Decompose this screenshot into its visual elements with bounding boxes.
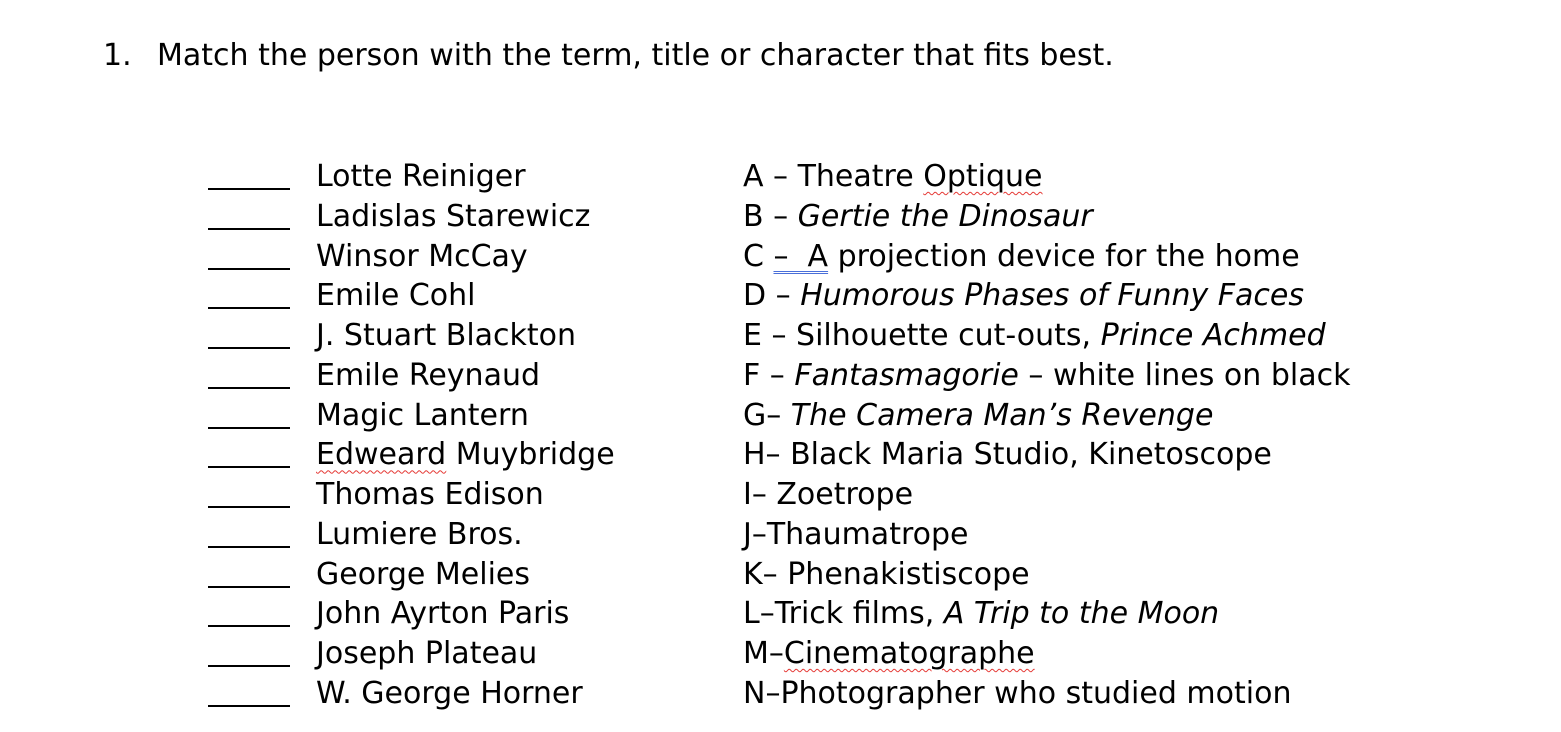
person-name: Magic Lantern — [316, 397, 529, 433]
match-row-6 — [0, 356, 1561, 396]
match-row-14 — [0, 674, 1561, 714]
person-name: Thomas Edison — [316, 477, 544, 512]
match-row-10 — [0, 515, 1561, 555]
misspelled-word: Cinematographe — [783, 636, 1035, 671]
matching-list — [0, 157, 1561, 714]
person-name: Emile Cohl — [316, 278, 476, 314]
answer-text: L–Trick films, — [743, 596, 944, 632]
match-row-8 — [0, 435, 1561, 475]
answer-title: Humorous Phases of Funny Faces — [800, 278, 1304, 314]
answer-text: G– — [743, 397, 791, 433]
question-number: 1. — [103, 38, 132, 73]
person-name: Winsor McCay — [316, 238, 528, 274]
answer-option-d — [743, 276, 1304, 315]
grammar-flag: – A — [773, 238, 829, 274]
answer-title: Gertie the Dinosaur — [797, 198, 1093, 234]
person-name-rest: Muybridge — [446, 437, 615, 473]
answer-text: B – — [743, 198, 798, 234]
answer-option-j — [743, 515, 968, 554]
answer-text: D – — [743, 278, 801, 314]
match-row-3 — [0, 237, 1561, 277]
person-name: Joseph Plateau — [316, 636, 538, 671]
person-name: Emile Reynaud — [316, 357, 541, 393]
answer-option-l — [743, 594, 1219, 633]
match-row-7 — [0, 396, 1561, 436]
answer-title: Prince Achmed — [1100, 318, 1326, 353]
answer-blank[interactable] — [208, 466, 290, 468]
answer-text: I– Zoetrope — [743, 477, 914, 512]
answer-option-g — [743, 396, 1213, 435]
answer-blank[interactable] — [208, 586, 290, 588]
answer-text: E – Silhouette cut-outs, — [743, 318, 1101, 353]
answer-blank[interactable] — [208, 307, 290, 309]
answer-title: A Trip to the Moon — [943, 596, 1220, 632]
answer-text: J–Thaumatrope — [743, 516, 969, 552]
person-name: John Ayrton Paris — [316, 596, 570, 632]
answer-option-h — [743, 435, 1272, 474]
answer-text: – white lines on black — [1018, 357, 1351, 393]
answer-option-m — [743, 634, 1035, 673]
misspelled-word: Edweard — [316, 437, 447, 473]
match-row-12 — [0, 594, 1561, 634]
person-name: Lotte Reiniger — [316, 159, 526, 194]
match-row-4 — [0, 276, 1561, 316]
match-row-13 — [0, 634, 1561, 674]
misspelled-word: Optique — [923, 159, 1043, 194]
answer-title: Fantasmagorie — [794, 357, 1019, 393]
answer-blank[interactable] — [208, 506, 290, 508]
answer-text: C — [743, 238, 774, 274]
answer-text: M– — [743, 636, 784, 671]
answer-option-c — [743, 237, 1300, 276]
person-name: Lumiere Bros. — [316, 516, 523, 552]
person-name: George Melies — [316, 556, 530, 592]
person-name — [316, 435, 615, 474]
person-name: Ladislas Starewicz — [316, 198, 591, 234]
answer-option-k — [743, 555, 1030, 594]
answer-option-n — [743, 674, 1291, 713]
answer-blank[interactable] — [208, 705, 290, 707]
answer-option-e — [743, 316, 1326, 355]
answer-blank[interactable] — [208, 625, 290, 627]
answer-blank[interactable] — [208, 228, 290, 230]
answer-blank[interactable] — [208, 427, 290, 429]
match-row-11 — [0, 555, 1561, 595]
answer-blank[interactable] — [208, 546, 290, 548]
answer-text: K– Phenakistiscope — [743, 556, 1030, 592]
answer-option-a — [743, 157, 1043, 196]
answer-option-i — [743, 475, 913, 514]
answer-option-f — [743, 356, 1350, 395]
answer-text: projection device for the home — [828, 238, 1300, 274]
match-row-2 — [0, 197, 1561, 237]
question-text: Match the person with the term, title or character that fits best. — [157, 38, 1114, 73]
match-row-9 — [0, 475, 1561, 515]
answer-blank[interactable] — [208, 665, 290, 667]
answer-text: N–Photographer who studied motion — [743, 675, 1292, 711]
answer-blank[interactable] — [208, 347, 290, 349]
answer-blank[interactable] — [208, 387, 290, 389]
answer-option-b — [743, 197, 1093, 236]
answer-blank[interactable] — [208, 188, 290, 190]
answer-text: A – Theatre — [743, 159, 924, 194]
answer-blank[interactable] — [208, 268, 290, 270]
match-row-5 — [0, 316, 1561, 356]
answer-text: F – — [743, 357, 795, 393]
answer-text: H– Black Maria Studio, Kinetoscope — [743, 437, 1272, 473]
person-name: W. George Horner — [316, 675, 583, 711]
match-row-1 — [0, 157, 1561, 197]
question-heading — [103, 36, 1114, 76]
answer-title: The Camera Man’s Revenge — [790, 397, 1214, 433]
person-name: J. Stuart Blackton — [316, 318, 577, 353]
